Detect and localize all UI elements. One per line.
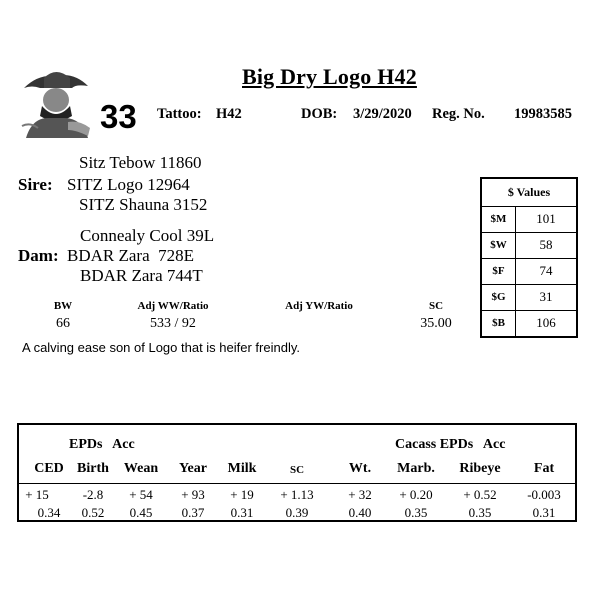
dollar-value: 106	[536, 315, 556, 330]
description: A calving ease son of Logo that is heifer freindly.	[22, 340, 300, 355]
sc-value: 35.00	[420, 316, 452, 331]
epd-col-header: Birth	[77, 461, 109, 476]
epd-accuracy: 0.40	[348, 505, 372, 520]
epd-accuracy: 0.31	[532, 505, 556, 520]
epd-col-header: Year	[179, 461, 207, 476]
epd-value: -2.8	[82, 487, 104, 502]
ww-label: Adj WW/Ratio	[137, 300, 209, 312]
epd-col-header: SC	[289, 464, 305, 476]
tattoo-value: H42	[216, 106, 242, 122]
dob-value: 3/29/2020	[353, 106, 412, 122]
dollar-value-row	[482, 207, 576, 232]
dam-label: Dam:	[18, 246, 59, 265]
epd-value: + 0.52	[463, 487, 497, 502]
dollar-value-row	[482, 284, 576, 310]
dollar-value-label: $G	[482, 285, 516, 310]
dam-dam: BDAR Zara 744T	[80, 266, 203, 285]
epd-col-header: Wt.	[348, 461, 372, 476]
dam-sire: Connealy Cool 39L	[80, 226, 215, 245]
reg-value: 19983585	[514, 106, 572, 122]
dollar-value-row	[482, 232, 576, 258]
epd-value: + 93	[181, 487, 205, 502]
epd-group-header: EPDs Acc	[69, 437, 135, 452]
sire-sire: Sitz Tebow 11860	[79, 153, 202, 172]
epd-header-rule	[19, 483, 575, 484]
epd-value: + 54	[129, 487, 153, 502]
epd-value: + 32	[348, 487, 372, 502]
ww-value: 533 / 92	[150, 316, 196, 331]
epd-value: -0.003	[527, 487, 561, 502]
bw-label: BW	[53, 300, 73, 312]
yw-label: Adj YW/Ratio	[285, 300, 353, 312]
dollar-value-label: $W	[482, 233, 516, 258]
dollar-value-label: $F	[482, 259, 516, 284]
epd-col-header: Milk	[227, 461, 257, 476]
epd-col-header: Fat	[533, 461, 555, 476]
cowboy-logo-icon	[18, 66, 94, 138]
epd-value: + 19	[230, 487, 254, 502]
sire-name: SITZ Logo 12964	[67, 175, 190, 194]
epd-col-header: CED	[34, 461, 64, 476]
epd-accuracy: 0.45	[129, 505, 153, 520]
epd-accuracy: 0.37	[181, 505, 205, 520]
dollar-values-header: $ Values	[482, 179, 576, 207]
dollar-values-rows	[482, 207, 576, 336]
dollar-values-table	[480, 177, 578, 338]
epd-table	[17, 423, 577, 522]
tattoo-label: Tattoo:	[157, 106, 202, 122]
page-title: Big Dry Logo H42	[242, 64, 417, 89]
bw-value: 66	[56, 316, 70, 331]
epd-accuracy: 0.34	[37, 505, 61, 520]
dollar-value-row	[482, 310, 576, 336]
dollar-value-label: $M	[482, 207, 516, 232]
epd-value: + 1.13	[280, 487, 314, 502]
epd-accuracy: 0.39	[285, 505, 309, 520]
epd-accuracy: 0.52	[81, 505, 105, 520]
dollar-value-row	[482, 258, 576, 284]
dam-name: BDAR Zara 728E	[67, 246, 195, 265]
sc-label: SC	[428, 300, 444, 312]
epd-col-header: Marb.	[397, 461, 435, 476]
dollar-value: 101	[536, 211, 556, 226]
carcass-epd-group-header: Cacass EPDs Acc	[395, 437, 506, 452]
dob-label: DOB:	[301, 106, 338, 122]
sire-dam: SITZ Shauna 3152	[79, 195, 208, 214]
epd-accuracy: 0.35	[404, 505, 428, 520]
reg-label: Reg. No.	[432, 106, 485, 122]
epd-col-header: Ribeye	[459, 461, 501, 476]
dollar-value: 31	[539, 289, 553, 304]
epd-accuracy: 0.31	[230, 505, 254, 520]
epd-accuracy: 0.35	[468, 505, 492, 520]
epd-value: + 15	[25, 487, 49, 502]
lot-number: 33	[100, 98, 137, 135]
epd-col-header: Wean	[123, 461, 159, 476]
dollar-value: 74	[539, 263, 553, 278]
dollar-value-label: $B	[482, 311, 516, 336]
dollar-value: 58	[539, 237, 553, 252]
sire-label: Sire:	[18, 175, 53, 194]
epd-value: + 0.20	[399, 487, 433, 502]
